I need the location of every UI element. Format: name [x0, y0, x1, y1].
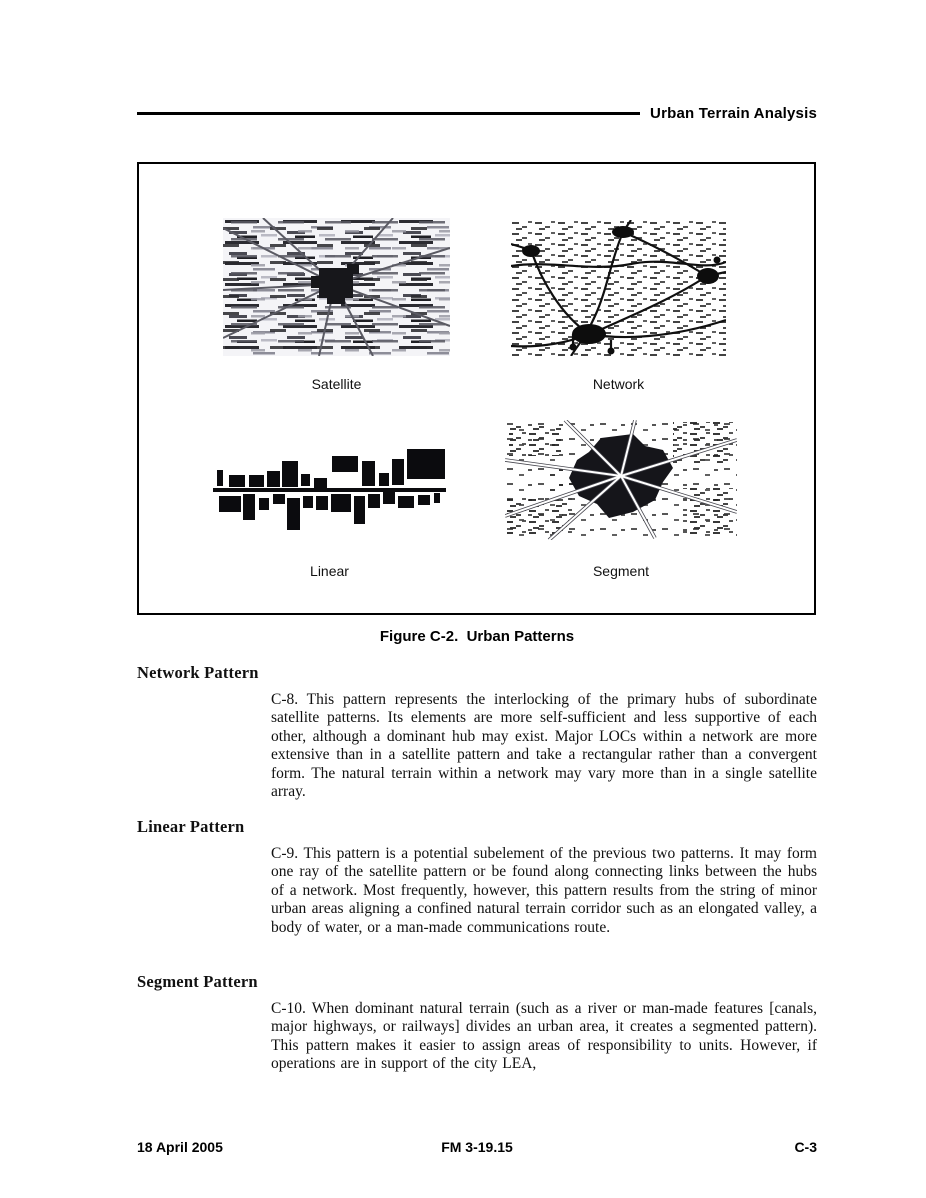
- segment-label: Segment: [592, 563, 650, 579]
- footer-manual-number: FM 3-19.15: [441, 1139, 513, 1155]
- paragraph-c8: C-8. This pattern represents the interlocking of the primary hubs of subordinate satellite patterns. Its elements are more self-sufficient and less supportive of each other, although a dominant hub may exist. Major LOCs within a network are more extensive than in a satellite pattern and take a rectangular rather than a convergent form. The natural terrain within a network may vary more than in a single satellite array.: [271, 691, 817, 801]
- satellite-label: Satellite: [311, 376, 362, 392]
- linear-pattern-image: [207, 432, 452, 550]
- figure-caption: Figure C-2. Urban Patterns: [379, 628, 575, 645]
- section-heading-segment-pattern: Segment Pattern: [137, 972, 258, 991]
- section-heading-network-pattern: Network Pattern: [137, 663, 259, 682]
- linear-label: Linear: [310, 563, 349, 579]
- paragraph-c9: C-9. This pattern is a potential subelement of the previous two patterns. It may form one ray of the satellite pattern or be found along connecting links between the hubs of a network. Most frequently, however, this pattern results from the string of minor urban areas aligning a confined natural terrain corridor such as an elongated valley, a body of water, or a man-made communications route.: [271, 845, 817, 936]
- page-header-title: Urban Terrain Analysis: [650, 105, 817, 122]
- figure-box: [137, 162, 816, 615]
- satellite-pattern-image: [223, 218, 450, 356]
- footer-page-number: C-3: [794, 1139, 817, 1155]
- header-rule: [137, 112, 640, 115]
- footer-date: 18 April 2005: [137, 1139, 223, 1155]
- network-label: Network: [592, 376, 645, 392]
- section-heading-linear-pattern: Linear Pattern: [137, 817, 245, 836]
- network-pattern-image: [511, 220, 726, 356]
- paragraph-c10: C-10. When dominant natural terrain (such as a river or man-made features [canals, major highways, or railways] divides an urban area, it creates a segmented pattern). This pattern makes it easier to assign areas of responsibility to units. However, if operations are in support of the city LEA,: [271, 1000, 817, 1073]
- segment-pattern-image: [505, 420, 737, 540]
